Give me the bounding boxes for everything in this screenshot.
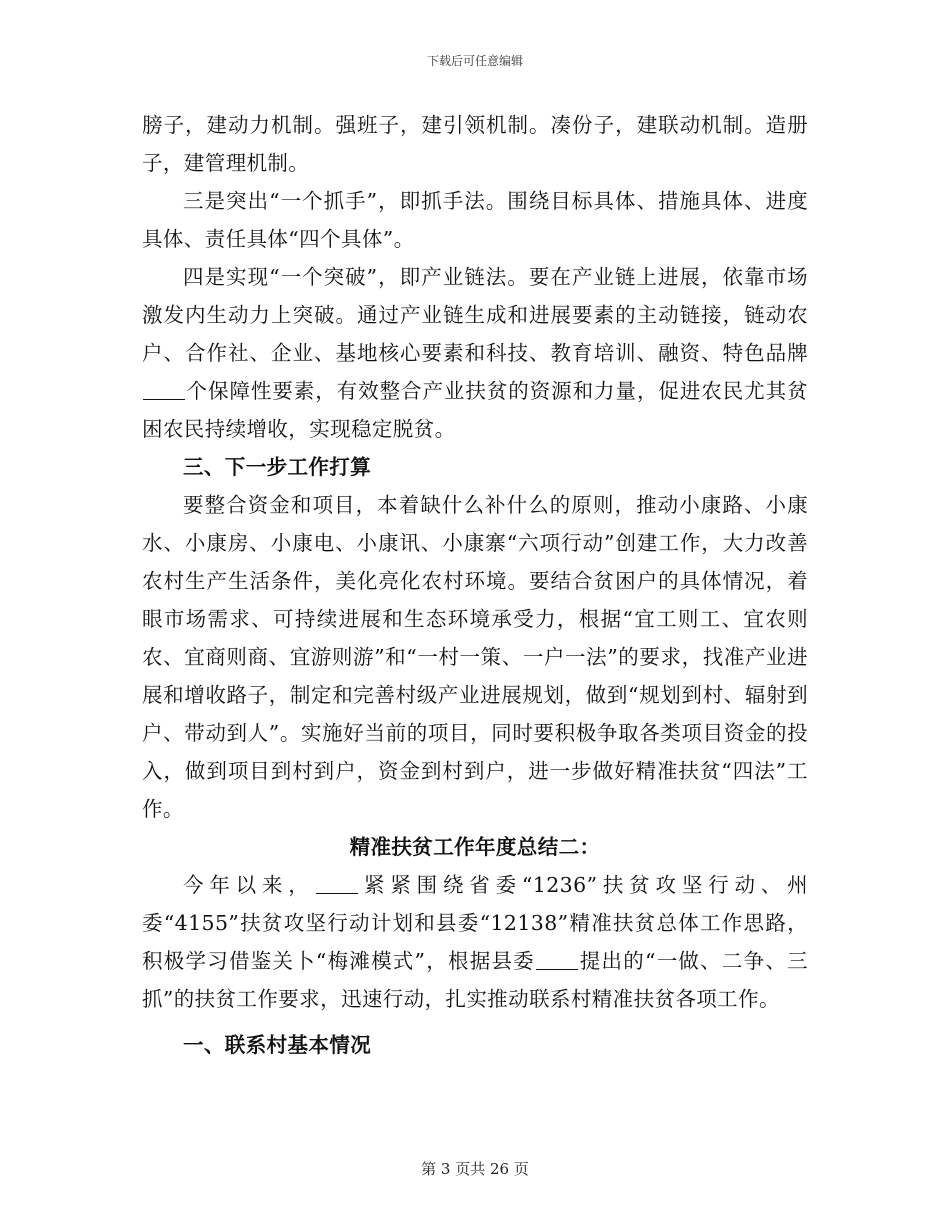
- paragraph-4: 要整合资金和项目，本着缺什么补什么的原则，推动小康路、小康水、小康房、小康电、小康讯、小康寨“六项行动”创建工作，大力改善农村生产生活条件，美化亮化农村环境。要结合贫困户的具体情况，着眼市场需求、可持续进展和生态环境承受力，根据“宜工则工、宜农则农、宜商则商、宜游则游”和“一村一策、一户一法”的要求，找准产业进展和增收路子，制定和完善村级产业进展规划，做到“规划到村、辐射到户、带动到人”。实施好当前的项目，同时要积极争取各类项目资金的投入，做到项目到村到户，资金到村到户，进一步做好精准扶贫“四法”工作。: [142, 493, 808, 821]
- paragraph-5-part-c: 提出的“一做、二争、三抓”的扶贫工作要求，迅速行动，扎实推动联系村精准扶贫各项工作。: [142, 949, 809, 1011]
- document-body: [142, 106, 808, 1064]
- blank-underline: [143, 379, 185, 400]
- section-heading-next-steps: 三、下一步工作打算: [183, 455, 372, 479]
- blank-underline: [316, 873, 358, 894]
- paragraph-3-part-b: 个保障性要素，有效整合产业扶贫的资源和力量，促进农民尤其贫困农民持续增收，实现稳定脱贫。: [142, 379, 808, 441]
- paragraph-5-part-b: 紧紧围绕省委“1236”扶贫攻坚行动、州委“4155”扶贫攻坚行动计划和县委“12138”精准扶贫总体工作思路，积极学习借鉴关卜“梅滩模式”，根据县委: [142, 873, 808, 973]
- section-heading-village-info: 一、联系村基本情况: [183, 1033, 372, 1057]
- paragraph-1: 膀子，建动力机制。强班子，建引领机制。凑份子，建联动机制。造册子，建管理机制。: [142, 113, 808, 175]
- paragraph-5-part-a: 今年以来，: [183, 873, 315, 897]
- summary-two-title: 精准扶贫工作年度总结二：: [349, 835, 601, 859]
- page-header: 下载后可任意编辑: [426, 54, 523, 68]
- page-footer: 第 3 页共 26 页: [421, 1160, 529, 1178]
- paragraph-3-part-a: 四是实现“一个突破”，即产业链法。要在产业链上进展，依靠市场激发内生动力上突破。通过产业链生成和进展要素的主动链接，链动农户、合作社、企业、基地核心要素和科技、教育培训、融资、特色品牌: [142, 265, 808, 365]
- paragraph-3: [142, 258, 808, 448]
- paragraph-5: [142, 866, 808, 1018]
- blank-underline: [536, 949, 578, 970]
- paragraph-2: 三是突出“一个抓手”，即抓手法。围绕目标具体、措施具体、进度具体、责任具体“四个具体”。: [142, 189, 808, 251]
